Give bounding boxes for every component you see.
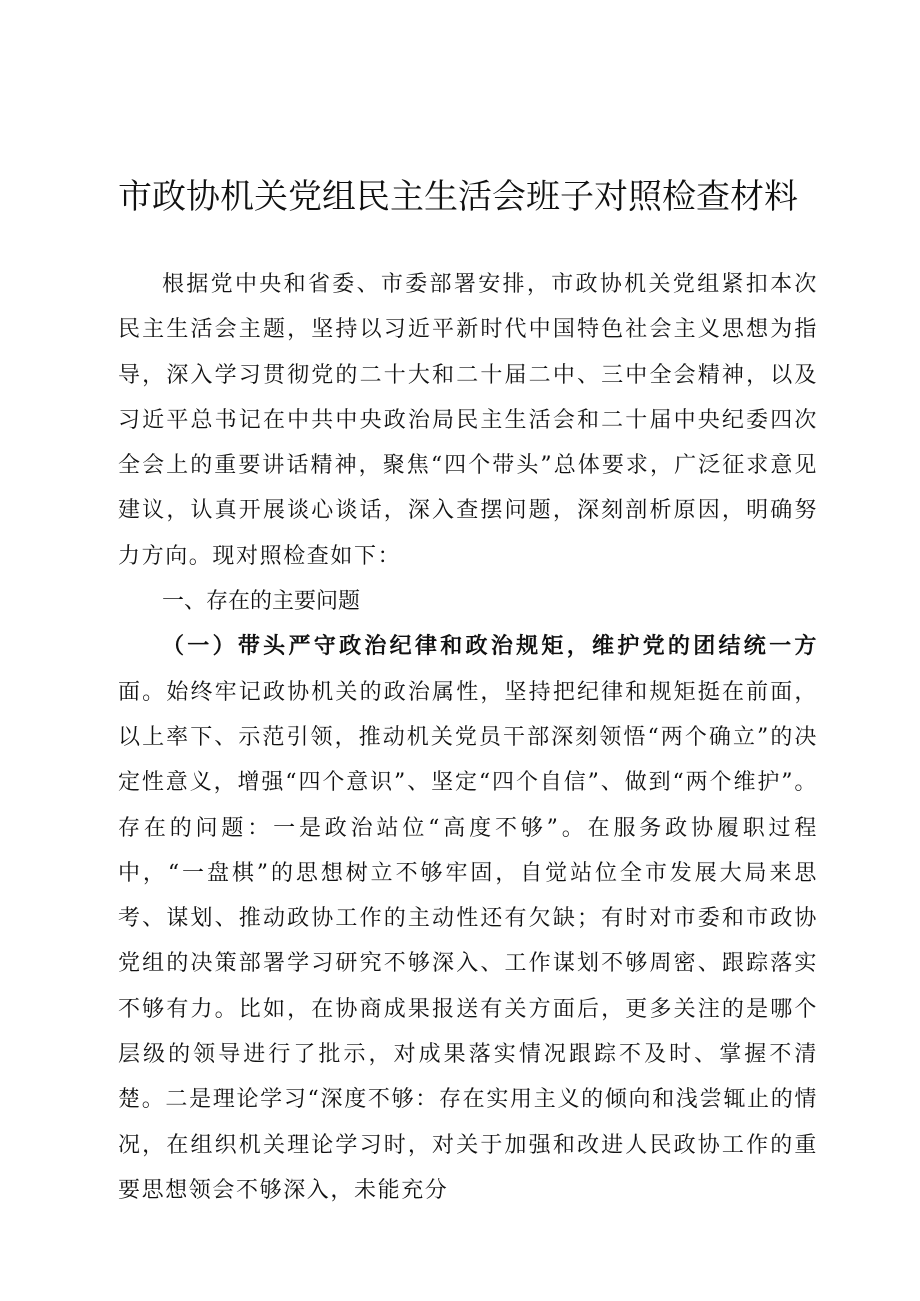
subsection-heading-tail: 面。	[118, 679, 167, 705]
subsection-paragraph-political-discipline	[118, 624, 818, 1213]
section-heading-problems: 一、存在的主要问题	[162, 589, 361, 615]
document-title: 市政协机关党组民主生活会班子对照检查材料	[118, 177, 798, 217]
subsection-body-text: 始终牢记政协机关的政治属性，坚持把纪律和规矩挺在前面，以上率下、示范引领，推动机关党员干部深刻领悟“两个确立”的决定性意义，增强“四个意识”、坚定“四个自信”、做到“两个维护”。存在的问题：一是政治站位“高度不够”。在服务政协履职过程中，“一盘棋”的思想树立不够牢固，自觉站位全市发展大局来思考、谋划、推动政协工作的主动性还有欠缺；有时对市委和市政协党组的决策部署学习研究不够深入、工作谋划不够周密、跟踪落实不够有力。比如，在协商成果报送有关方面后，更多关注的是哪个层级的领导进行了批示，对成果落实情况跟踪不及时、掌握不清楚。二是理论学习“深度不够：存在实用主义的倾向和浅尝辄止的情况，在组织机关理论学习时，对关于加强和改进人民政协工作的重要思想领会不够深入，未能充分	[118, 679, 819, 1203]
document-body	[118, 262, 818, 1213]
intro-paragraph: 根据党中央和省委、市委部署安排，市政协机关党组紧扣本次民主生活会主题，坚持以习近平新时代中国特色社会主义思想为指导，深入学习贯彻党的二十大和二十届二中、三中全会精神，以及习近平总书记在中共中央政治局民主生活会和二十届中央纪委四次全会上的重要讲话精神，聚焦“四个带头”总体要求，广泛征求意见建议，认真开展谈心谈话，深入查摆问题，深刻剖析原因，明确努力方向。现对照检查如下：	[118, 272, 818, 569]
subsection-heading: （一）带头严守政治纪律和政治规矩，维护党的团结统一方	[162, 633, 818, 660]
